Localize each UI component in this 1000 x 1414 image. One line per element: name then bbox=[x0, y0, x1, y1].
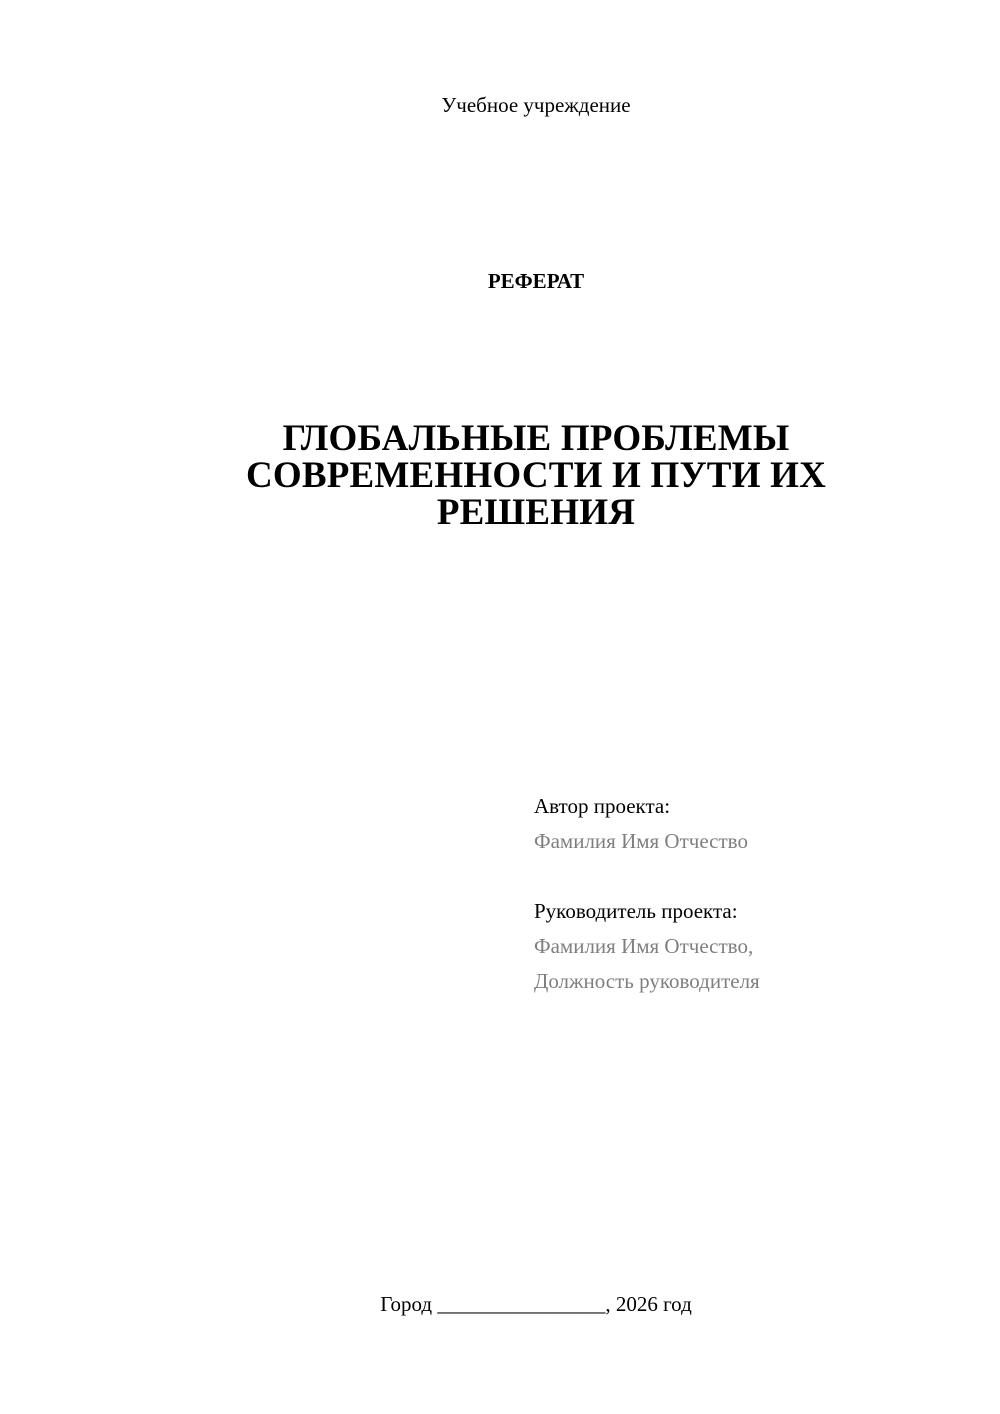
institution-name: Учебное учреждение bbox=[441, 93, 631, 117]
author-label: Автор проекта: bbox=[534, 794, 671, 818]
credits-spacer bbox=[534, 859, 760, 894]
supervisor-label: Руководитель проекта: bbox=[534, 899, 738, 923]
supervisor-position: Должность руководителя bbox=[534, 969, 760, 993]
credits-block bbox=[534, 789, 760, 999]
city-year-footer: Город ________________, 2026 год bbox=[380, 1292, 692, 1316]
document-type: РЕФЕРАТ bbox=[487, 269, 585, 293]
document-title bbox=[230, 420, 842, 531]
author-name: Фамилия Имя Отчество bbox=[534, 829, 748, 853]
title-line: ГЛОБАЛЬНЫЕ ПРОБЛЕМЫ bbox=[282, 418, 790, 459]
title-line: РЕШЕНИЯ bbox=[436, 492, 636, 533]
supervisor-name: Фамилия Имя Отчество, bbox=[534, 934, 754, 958]
title-line: СОВРЕМЕННОСТИ И ПУТИ ИХ bbox=[245, 455, 827, 496]
